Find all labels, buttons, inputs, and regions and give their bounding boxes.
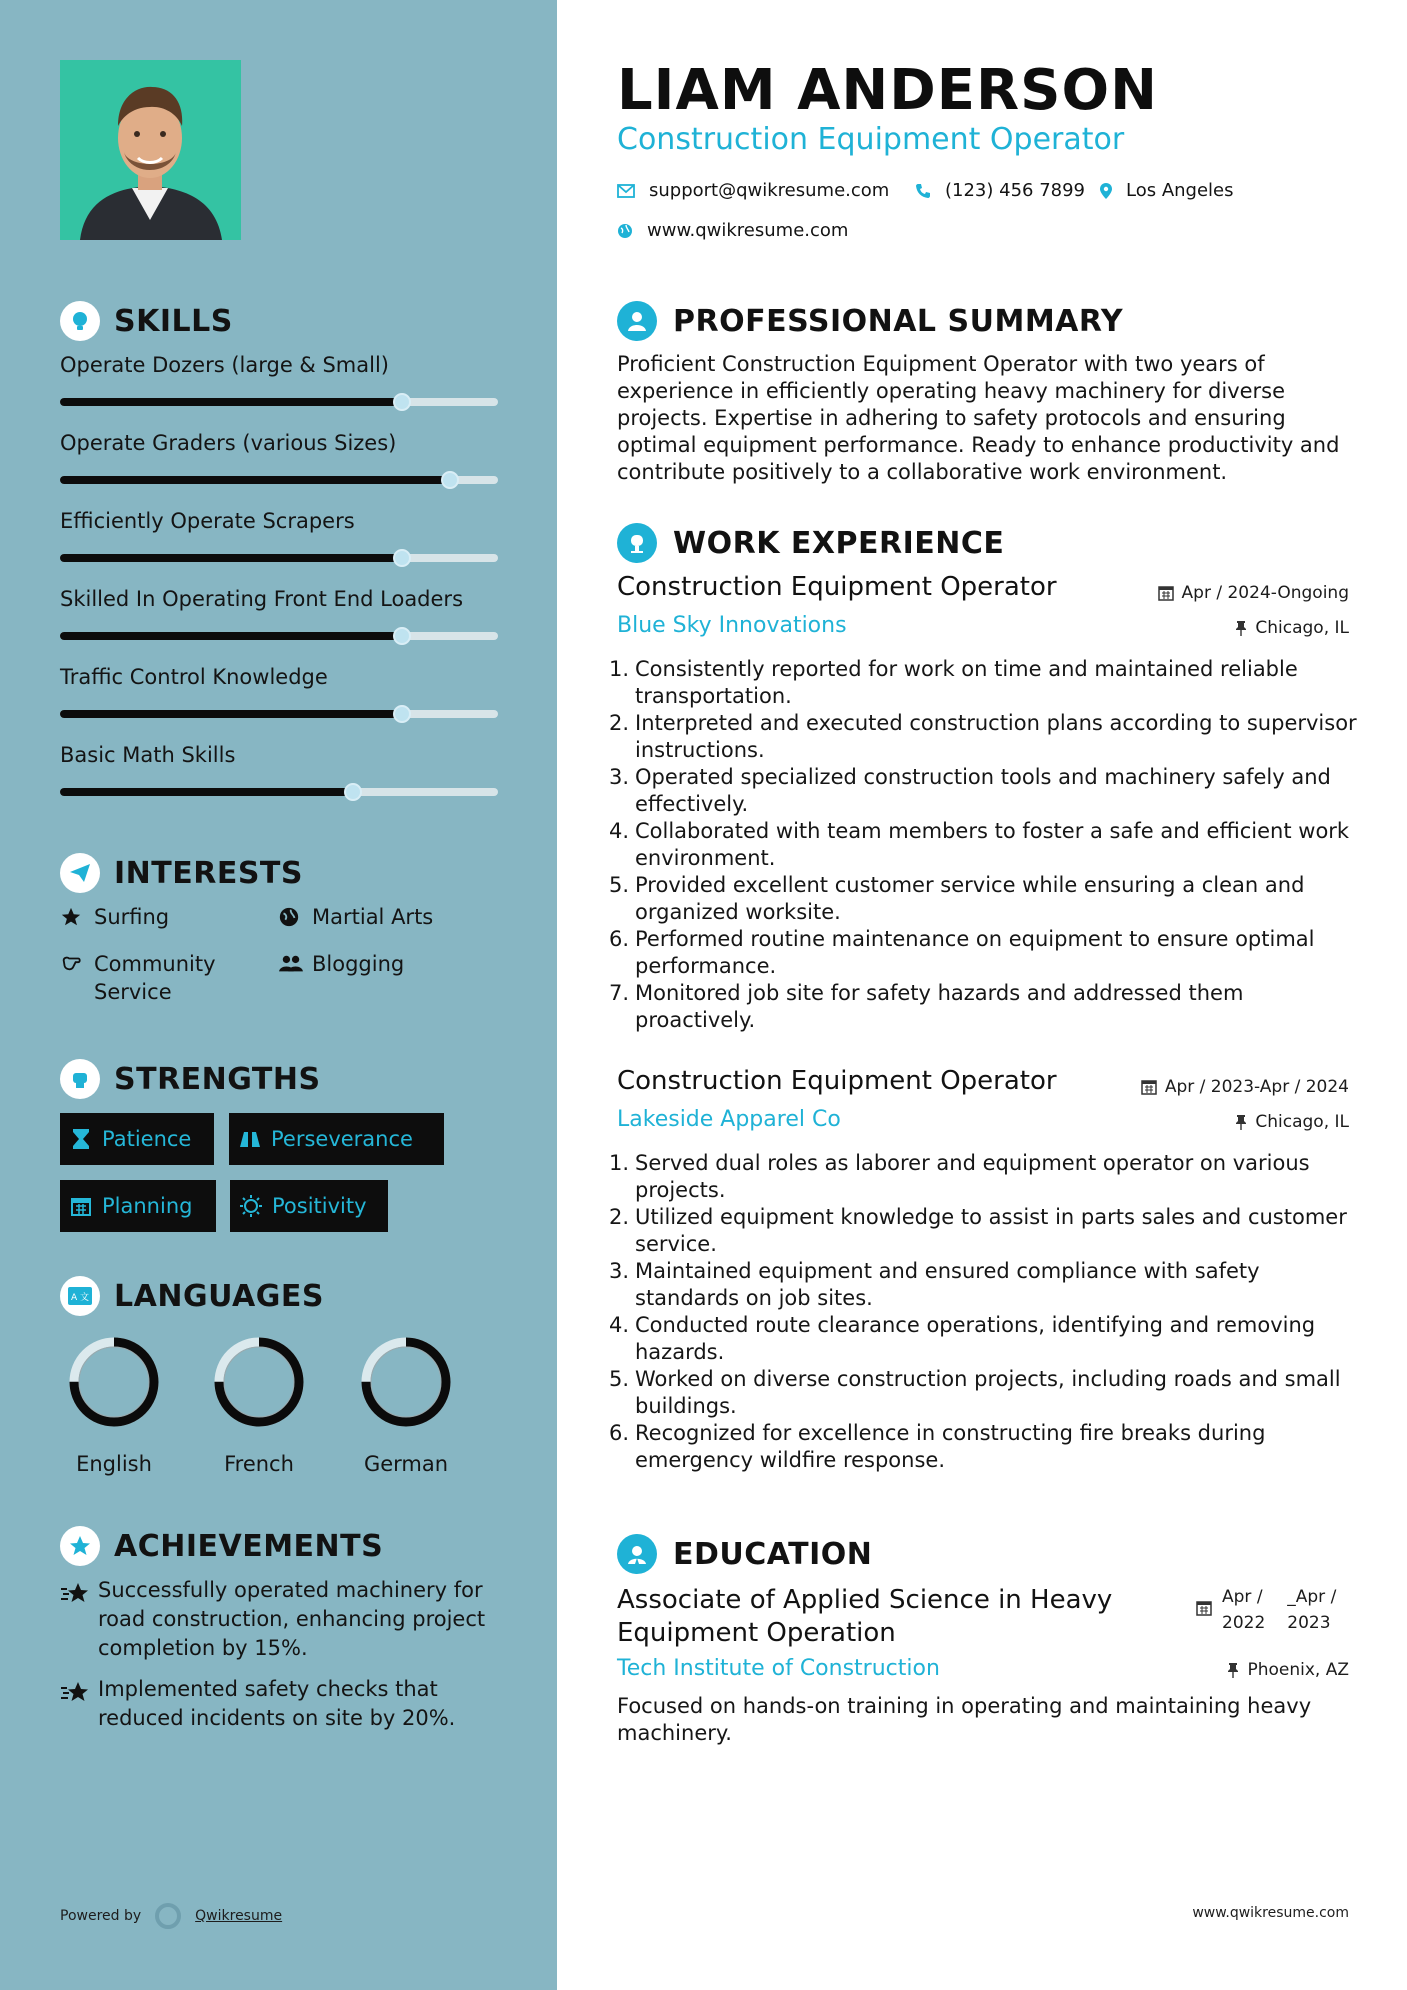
skill-item [60, 350, 498, 406]
footer-website[interactable]: www.qwikresume.com [1192, 1905, 1349, 1921]
skill-knob [393, 705, 411, 723]
summary-title: PROFESSIONAL SUMMARY [673, 303, 1124, 339]
profile-photo [60, 60, 241, 240]
achievement-item [60, 1675, 500, 1733]
list-item: 2. Utilized equipment knowledge to assist in parts sales and customer service. [609, 1205, 1347, 1256]
interest-label: Surfing [94, 905, 170, 929]
website-text: www.qwikresume.com [647, 220, 849, 241]
pushpin-icon [1235, 1114, 1247, 1130]
interest-label: Community Service [94, 952, 216, 1004]
strength-label: Perseverance [271, 1127, 413, 1151]
school-name: Tech Institute of Construction [617, 1656, 940, 1681]
school-location-text: Phoenix, AZ [1247, 1660, 1349, 1680]
language-label: English [76, 1452, 152, 1476]
job-company: Lakeside Apparel Co [617, 1107, 841, 1132]
job-dates-text: Apr / 2023-Apr / 2024 [1164, 1077, 1349, 1097]
location-text: Los Angeles [1126, 180, 1234, 201]
education-description: Focused on hands-on training in operating and maintaining heavy machinery. [617, 1694, 1312, 1745]
skill-label: Basic Math Skills [60, 743, 236, 767]
language-ring [358, 1334, 454, 1430]
experience-title: WORK EXPERIENCE [673, 525, 1005, 561]
education-title: EDUCATION [673, 1536, 873, 1572]
binoculars-icon [239, 1128, 261, 1150]
list-item: 6. Recognized for excellence in constructing fire breaks during emergency wildfire response. [609, 1421, 1266, 1472]
skill-label: Skilled In Operating Front End Loaders [60, 587, 464, 611]
svg-text:A 文: A 文 [71, 1293, 90, 1303]
interest-item [278, 903, 433, 931]
email-text: support@qwikresume.com [649, 180, 890, 201]
interest-item [60, 950, 216, 1006]
job-title: Construction Equipment Operator [617, 1066, 1057, 1096]
start-date: Apr / 2022 [1222, 1587, 1266, 1633]
language-item [358, 1334, 454, 1476]
achievements-heading [60, 1525, 383, 1567]
list-item: 6. Performed routine maintenance on equipment to ensure optimal performance. [609, 927, 1315, 978]
education-dates [1196, 1584, 1336, 1636]
list-item: 3. Operated specialized construction tools and machinery safely and effectively. [609, 765, 1331, 816]
list-item: 4. Collaborated with team members to foster a safe and efficient work environment. [609, 819, 1350, 870]
skill-item [60, 662, 498, 718]
pushpin-icon [1235, 620, 1247, 636]
calendar-icon [1141, 1079, 1157, 1095]
job-dates [1158, 583, 1349, 603]
skills-title: SKILLS [114, 303, 233, 339]
interests-title: INTERESTS [114, 855, 303, 891]
language-item [66, 1334, 162, 1476]
skill-label: Operate Graders (various Sizes) [60, 431, 397, 455]
candidate-name: LIAM ANDERSON [617, 58, 1158, 123]
experience-heading [617, 522, 1004, 564]
star-icon [60, 903, 86, 931]
job-location [1235, 1112, 1349, 1132]
skill-knob [393, 393, 411, 411]
pushpin-icon [1227, 1662, 1239, 1678]
interest-label: Blogging [312, 952, 405, 976]
skills-heading [60, 300, 233, 342]
candidate-role: Construction Equipment Operator [617, 122, 1125, 157]
skill-label: Efficiently Operate Scrapers [60, 509, 355, 533]
achievement-text: Implemented safety checks that reduced incidents on site by 20%. [98, 1677, 456, 1730]
hourglass-icon [70, 1128, 92, 1150]
map-pin-icon [1100, 183, 1112, 199]
globe-icon [278, 903, 304, 931]
shooting-star-icon [60, 1675, 98, 1733]
list-item: 5. Provided excellent customer service while ensuring a clean and organized worksite. [609, 873, 1305, 924]
lightbulb-icon [60, 301, 100, 341]
list-item: 3. Maintained equipment and ensured compliance with safety standards on job sites. [609, 1259, 1260, 1310]
skill-item [60, 428, 498, 484]
education-heading [617, 1533, 872, 1575]
brand-link[interactable]: Qwikresume [195, 1908, 283, 1924]
languages-title: LANGUAGES [114, 1278, 324, 1314]
briefcase-icon [617, 523, 657, 563]
calendar-icon [1196, 1600, 1212, 1621]
job-responsibilities [609, 656, 1357, 1034]
phone-text: (123) 456 7899 [945, 180, 1086, 201]
job-location [1235, 618, 1349, 638]
interests-heading [60, 852, 303, 894]
language-label: French [224, 1452, 294, 1476]
strength-chip [60, 1113, 214, 1165]
strengths-title: STRENGTHS [114, 1061, 321, 1097]
strength-chip [230, 1180, 388, 1232]
school-location [1227, 1660, 1349, 1680]
skill-item [60, 584, 498, 640]
job-title: Construction Equipment Operator [617, 572, 1057, 602]
envelope-icon [617, 184, 635, 198]
language-card-icon [60, 1276, 100, 1316]
calendar-icon [70, 1195, 92, 1217]
qwikresume-logo-icon [155, 1903, 181, 1929]
skill-label: Traffic Control Knowledge [60, 665, 328, 689]
phone-icon [915, 183, 931, 199]
sidebar [0, 0, 557, 1990]
strengths-heading [60, 1058, 321, 1100]
strength-label: Patience [102, 1127, 192, 1151]
job-location-text: Chicago, IL [1255, 1112, 1349, 1132]
skill-bar [60, 476, 498, 484]
degree-title: Associate of Applied Science in Heavy Equipment Operation [617, 1585, 1113, 1648]
users-icon [278, 950, 304, 978]
shooting-star-icon [60, 1576, 98, 1663]
skill-bar [60, 632, 498, 640]
interest-item [278, 950, 404, 978]
language-item [211, 1334, 307, 1476]
summary-text: Proficient Construction Equipment Operator with two years of experience in efficiently operating heavy machinery for diverse projects. Expertise in adhering to safety protocols and ensuring optimal equipment performance. Ready to enhance productivity and contribute positively to a collaborative work environment. [617, 352, 1340, 484]
job-company: Blue Sky Innovations [617, 613, 847, 638]
contact-location [1100, 180, 1234, 201]
achievement-text: Successfully operated machinery for road construction, enhancing project completion by 15%. [98, 1578, 486, 1660]
job-location-text: Chicago, IL [1255, 618, 1349, 638]
calendar-icon [1158, 585, 1174, 601]
hand-icon [60, 950, 86, 978]
skill-knob [344, 783, 362, 801]
paper-plane-icon [60, 853, 100, 893]
job-dates [1141, 1077, 1349, 1097]
powered-by [60, 1903, 282, 1929]
star-badge-icon [60, 1526, 100, 1566]
end-date: _Apr / 2023 [1287, 1587, 1337, 1633]
languages-heading [60, 1275, 324, 1317]
list-item: 1. Served dual roles as laborer and equipment operator on various projects. [609, 1151, 1310, 1202]
skill-bar [60, 554, 498, 562]
sun-icon [240, 1195, 262, 1217]
achievement-item [60, 1576, 500, 1663]
language-label: German [363, 1452, 449, 1476]
globe-icon [617, 223, 633, 239]
list-item: 1. Consistently reported for work on time and maintained reliable transportation. [609, 657, 1298, 708]
contact-website[interactable] [617, 220, 848, 241]
skill-item [60, 506, 498, 562]
skill-knob [441, 471, 459, 489]
interest-label: Martial Arts [312, 905, 434, 929]
list-item: 7. Monitored job site for safety hazards and addressed them proactively. [609, 981, 1244, 1032]
contact-email[interactable] [617, 180, 889, 201]
strength-chip [229, 1113, 444, 1165]
skill-knob [393, 627, 411, 645]
skill-bar [60, 398, 498, 406]
strength-chip [60, 1180, 216, 1232]
language-ring [66, 1334, 162, 1430]
list-item: 5. Worked on diverse construction projects, including roads and small buildings. [609, 1367, 1341, 1418]
achievements-title: ACHIEVEMENTS [114, 1528, 384, 1564]
graduate-icon [617, 1534, 657, 1574]
contact-phone[interactable] [915, 180, 1085, 201]
user-icon [617, 301, 657, 341]
skill-knob [393, 549, 411, 567]
list-item: 4. Conducted route clearance operations, identifying and removing hazards. [609, 1313, 1316, 1364]
job-dates-text: Apr / 2024-Ongoing [1181, 583, 1349, 603]
skill-label: Operate Dozers (large & Small) [60, 353, 389, 377]
skill-item [60, 740, 498, 796]
interest-item [60, 903, 169, 931]
list-item: 2. Interpreted and executed construction plans according to supervisor instructions. [609, 711, 1357, 762]
powered-by-label: Powered by [60, 1908, 142, 1924]
summary-heading [617, 300, 1123, 342]
skill-bar [60, 788, 498, 796]
fist-icon [60, 1059, 100, 1099]
job-responsibilities [609, 1150, 1357, 1474]
language-ring [211, 1334, 307, 1430]
skill-bar [60, 710, 498, 718]
strength-label: Planning [102, 1194, 193, 1218]
strength-label: Positivity [272, 1194, 367, 1218]
